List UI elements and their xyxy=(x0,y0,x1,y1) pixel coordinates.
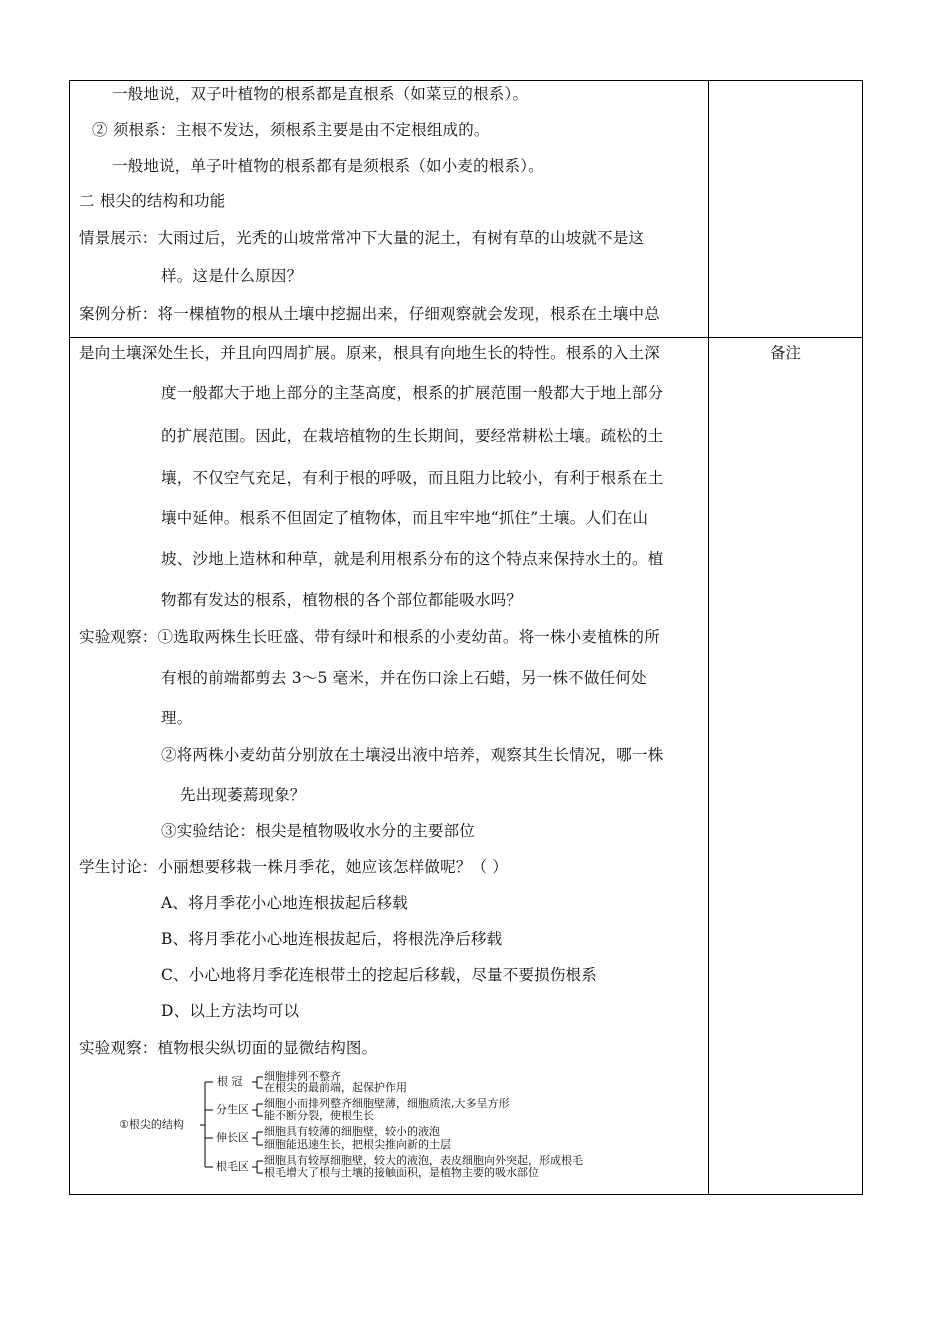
text-line: 一般地说，双子叶植物的根系都是直根系（如菜豆的根系）。 xyxy=(112,85,529,103)
text-line: 实验观察：①选取两株生长旺盛、带有绿叶和根系的小麦幼苗。将一株小麦植株的所 xyxy=(79,628,660,646)
diagram-root-label: ①根尖的结构 xyxy=(119,1118,184,1131)
text-line: 一般地说，单子叶植物的根系都有是须根系（如小麦的根系）。 xyxy=(112,157,544,175)
branch-detail: 细胞排列不整齐 xyxy=(264,1070,341,1083)
text-line: 的扩展范围。因此，在栽培植物的生长期间，要经常耕松土壤。疏松的土 xyxy=(161,427,664,445)
remark-label: 备注 xyxy=(770,344,802,362)
branch-detail: 细胞具有较薄的细胞壁，较小的液泡 xyxy=(264,1125,440,1138)
branch-detail: 在根尖的最前端，起保护作用 xyxy=(264,1081,407,1094)
text-line: 理。 xyxy=(161,709,193,727)
text-line: 样。这是什么原因？ xyxy=(161,267,303,285)
option-d: D、以上方法均可以 xyxy=(161,1002,300,1020)
text-line: 先出现萎蔫现象？ xyxy=(180,786,306,804)
branch-detail: 细胞能迅速生长，把根尖推向新的土层 xyxy=(264,1138,451,1151)
branch-detail: 细胞具有较厚细胞壁，较大的液泡，表皮细胞向外突起，形成根毛 xyxy=(264,1154,583,1167)
text-line: 度一般都大于地上部分的主茎高度，根系的扩展范围一般都大于地上部分 xyxy=(161,384,664,402)
text-line: 情景展示：大雨过后，光秃的山坡常常冲下大量的泥土，有树有草的山坡就不是这 xyxy=(79,229,645,247)
column-divider xyxy=(708,80,709,1195)
branch-detail: 根毛增大了根与土壤的接触面积，是植物主要的吸水部位 xyxy=(264,1166,539,1179)
text-line: 壤中延伸。根系不但固定了植物体，而且牢牢地“抓住”土壤。人们在山 xyxy=(161,509,649,527)
branch-meristem: 分生区 xyxy=(216,1103,249,1116)
branch-root-hair: 根毛区 xyxy=(216,1160,249,1173)
branch-detail: 能不断分裂，使根生长 xyxy=(264,1109,374,1122)
branch-elongation: 伸长区 xyxy=(216,1131,249,1144)
option-a: A、将月季花小心地连根拔起后移载 xyxy=(161,894,408,912)
question-text: 学生讨论：小丽想要移栽一株月季花，她应该怎样做呢？（ ） xyxy=(79,858,509,876)
row-divider xyxy=(69,337,863,338)
text-line: 坡、沙地上造林和种草，就是利用根系分布的这个特点来保持水土的。植 xyxy=(161,550,664,568)
text-line: 有根的前端都剪去 3～5 毫米，并在伤口涂上石蜡，另一株不做任何处 xyxy=(161,669,647,687)
text-line: ③实验结论：根尖是植物吸收水分的主要部位 xyxy=(161,822,476,840)
option-b: B、将月季花小心地连根拔起后，将根洗净后移载 xyxy=(161,930,503,948)
text-line: ② 须根系：主根不发达，须根系主要是由不定根组成的。 xyxy=(92,121,490,139)
option-c: C、小心地将月季花连根带土的挖起后移载，尽量不要损伤根系 xyxy=(161,966,597,984)
text-line: 案例分析：将一棵植物的根从土壤中挖掘出来，仔细观察就会发现，根系在土壤中总 xyxy=(79,305,660,323)
text-line: ②将两株小麦幼苗分别放在土壤浸出液中培养，观察其生长情况，哪一株 xyxy=(161,746,664,764)
text-line: 物都有发达的根系，植物根的各个部位都能吸水吗？ xyxy=(161,591,523,609)
text-line: 是向土壤深处生长，并且向四周扩展。原来，根具有向地生长的特性。根系的入土深 xyxy=(79,344,660,362)
text-line: 实验观察：植物根尖纵切面的显微结构图。 xyxy=(79,1039,378,1057)
text-line: 壤，不仅空气充足，有利于根的呼吸，而且阻力比较小，有利于根系在土 xyxy=(161,469,664,487)
branch-root-cap: 根 冠 xyxy=(217,1075,243,1088)
branch-detail: 细胞小而排列整齐细胞壁薄，细胞质浓,大多呈方形 xyxy=(264,1097,510,1110)
section-heading: 二 根尖的结构和功能 xyxy=(79,192,226,210)
